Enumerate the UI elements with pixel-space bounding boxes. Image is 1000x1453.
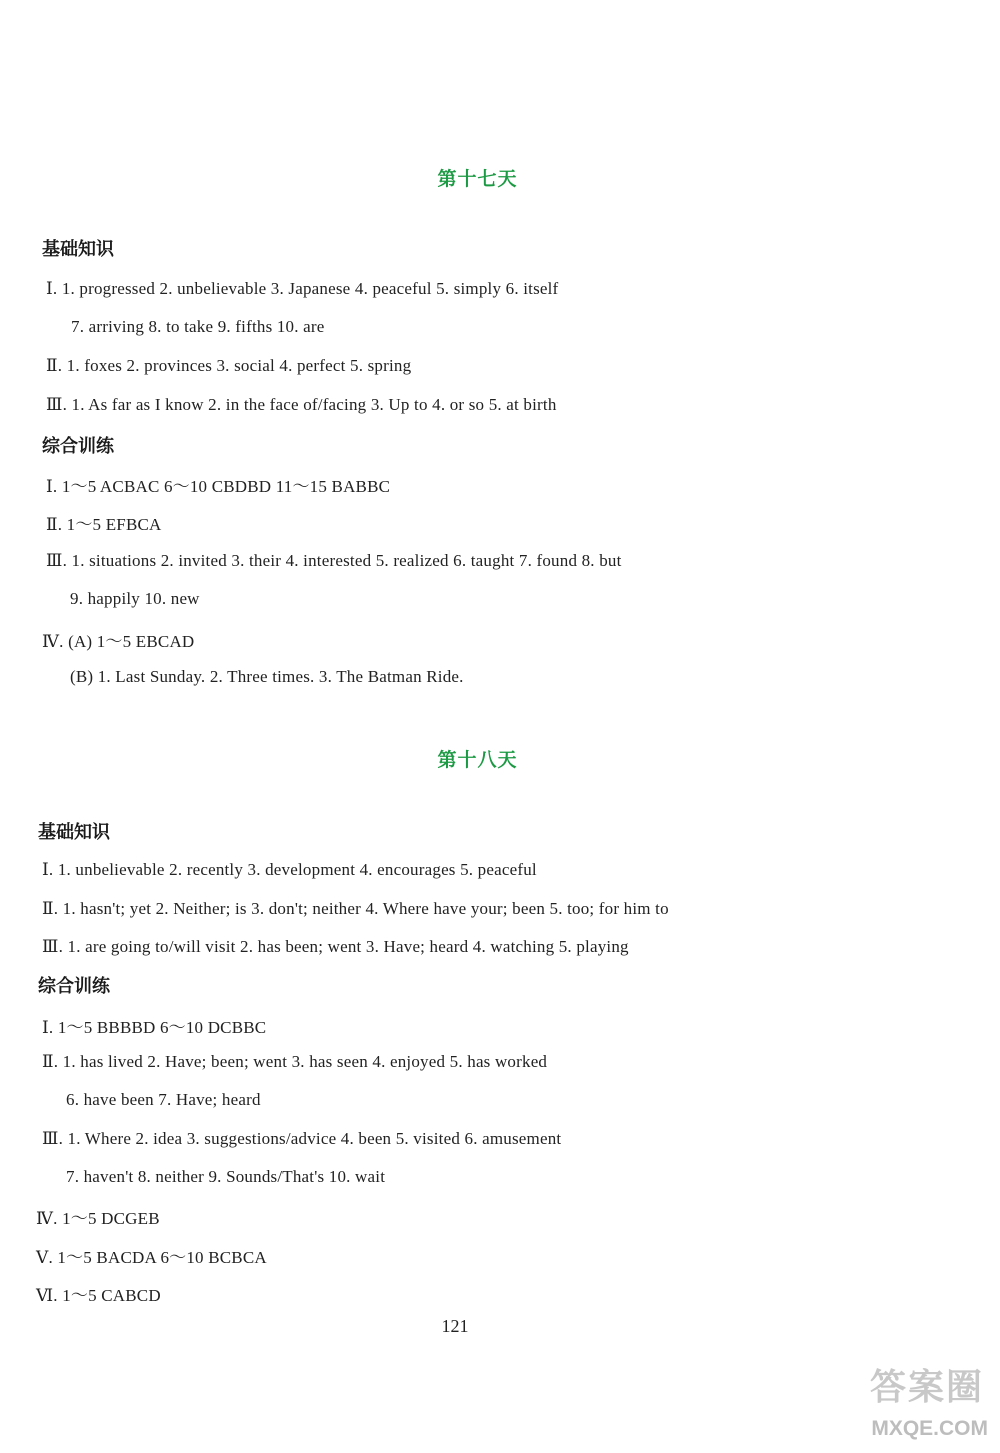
watermark-chinese-text: 答案圈 <box>869 1367 984 1408</box>
day18-basic-line-3: Ⅲ. 1. are going to/will visit 2. has been; went 3. Have; heard 4. watching 5. playing <box>42 937 629 956</box>
day18-training-heading: 综合训练 <box>38 976 110 997</box>
day18-training-line-3: 6. have been 7. Have; heard <box>66 1090 261 1109</box>
day17-title: 第十七天 <box>437 168 518 190</box>
day18-training-line-1: Ⅰ. 1～5 BBBBD 6～10 DCBBC <box>42 1018 267 1037</box>
watermark-logo <box>840 1355 990 1445</box>
day18-basic-line-2: Ⅱ. 1. hasn't; yet 2. Neither; is 3. don't; neither 4. Where have your; been 5. too; for him to <box>42 899 669 918</box>
day17-training-line-2: Ⅱ. 1～5 EFBCA <box>46 515 162 534</box>
day17-training-line-1: Ⅰ. 1～5 ACBAC 6～10 CBDBD 11～15 BABBC <box>46 477 391 496</box>
page-number: 121 <box>441 1316 469 1336</box>
day18-training-line-7: Ⅴ. 1～5 BACDA 6～10 BCBCA <box>36 1248 267 1267</box>
day17-basic-heading: 基础知识 <box>42 239 114 260</box>
day17-basic-line-4: Ⅲ. 1. As far as I know 2. in the face of/facing 3. Up to 4. or so 5. at birth <box>46 395 557 414</box>
day17-training-line-6: (B) 1. Last Sunday. 2. Three times. 3. The Batman Ride. <box>70 667 464 686</box>
day17-training-line-3: Ⅲ. 1. situations 2. invited 3. their 4. interested 5. realized 6. taught 7. found 8. but <box>46 551 622 570</box>
day17-training-heading: 综合训练 <box>42 436 114 457</box>
watermark-url: MXQE.COM <box>871 1417 988 1440</box>
day17-basic-line-3: Ⅱ. 1. foxes 2. provinces 3. social 4. perfect 5. spring <box>46 356 412 375</box>
day18-training-line-5: 7. haven't 8. neither 9. Sounds/That's 10. wait <box>66 1167 386 1186</box>
day18-title: 第十八天 <box>437 749 518 771</box>
day17-training-line-4: 9. happily 10. new <box>70 589 200 608</box>
day18-training-line-2: Ⅱ. 1. has lived 2. Have; been; went 3. has seen 4. enjoyed 5. has worked <box>42 1052 548 1071</box>
day17-basic-line-2: 7. arriving 8. to take 9. fifths 10. are <box>71 317 325 336</box>
day17-basic-line-1: Ⅰ. 1. progressed 2. unbelievable 3. Japanese 4. peaceful 5. simply 6. itself <box>46 279 559 298</box>
day18-basic-heading: 基础知识 <box>38 822 110 843</box>
day18-training-line-4: Ⅲ. 1. Where 2. idea 3. suggestions/advice 4. been 5. visited 6. amusement <box>42 1129 562 1148</box>
day18-training-line-6: Ⅳ. 1～5 DCGEB <box>36 1209 160 1228</box>
day18-basic-line-1: Ⅰ. 1. unbelievable 2. recently 3. development 4. encourages 5. peaceful <box>42 860 537 879</box>
day18-training-line-8: Ⅵ. 1～5 CABCD <box>36 1286 161 1305</box>
day17-training-line-5: Ⅳ. (A) 1～5 EBCAD <box>42 632 195 651</box>
